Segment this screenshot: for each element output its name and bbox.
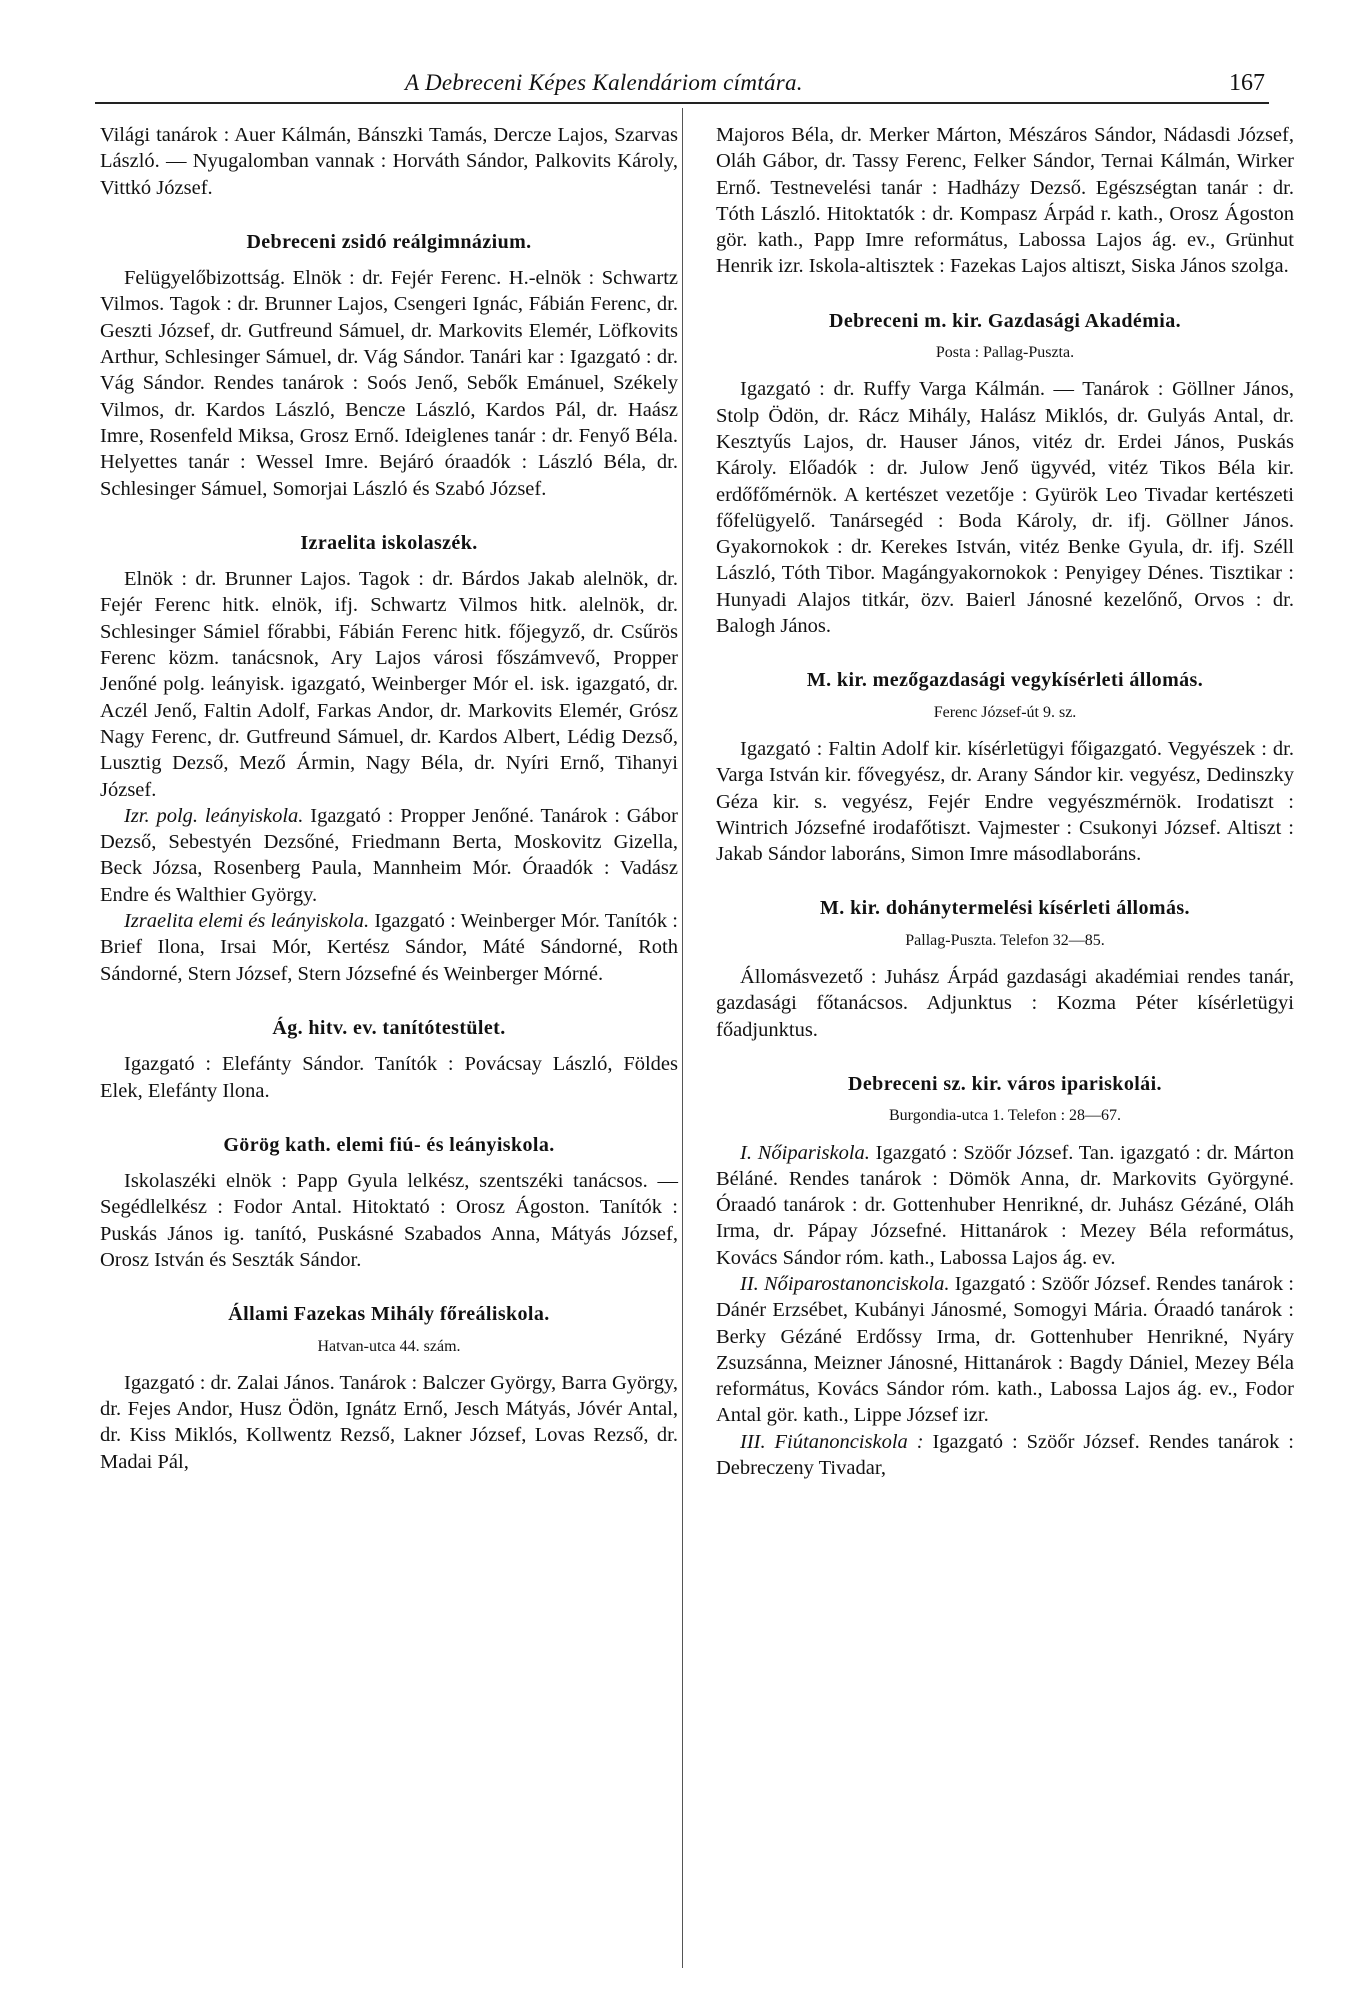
section-text-gorog-kath: Iskolaszéki elnök : Papp Gyula lelkész, szentszéki tanácsos. — Segédlelkész : Fodor Antal. Hitoktató : Orosz Ágoston. Tanítók : Puskás János ig. tanító, Puskásné Szabados Anna, Mátyás József, Orosz István és Seszták Sándor. — [100, 1170, 678, 1271]
section-text-zsido-realgimnazium: Felügyelőbizottság. Elnök : dr. Fejér Ferenc. H.-elnök : Schwartz Vilmos. Tagok : dr. Brunner Lajos, Csengeri Ignác, Fábián Ferenc, dr. Geszti József, dr. Gutfreund Sámuel, dr. Markovits Elemér, Löfkovits Arthur, Schlesinger Sámuel, dr. Vág Sándor. Tanári kar : Igazgató : dr. Vág Sándor. Rendes tanárok : Soós Jenő, Sebők Emánuel, Székely Vilmos, dr. Kardos László, Bencze László, Kardos Pál, dr. Haász Imre, Rosenfeld Miksa, Grosz Ernő. Ideiglenes tanár : dr. Fenyő Béla. Helyettes tanár : Wessel Imre. Bejáró óraadók : László Béla, dr. Schlesinger Sámuel, Somorjai László és Szabó József. — [100, 267, 678, 500]
section-text-gazdasagi-akademia: Igazgató : dr. Ruffy Varga Kálmán. — Tanárok : Göllner János, Stolp Ödön, dr. Rácz Mihály, Halász Miklós, dr. Gulyás Antal, dr. Kesztyűs Lajos, dr. Hauser János, vitéz dr. Erdei János, Puskás Károly. Előadók : dr. Julow Jenő ügyvéd, vitéz Tikos Béla kir. erdőfőmérnök. A kertészet vezetője : Gyürök Leo Tivadar kertészeti főfelügyelő. Tanársegéd : Boda Károly, dr. ifj. Göllner János. Gyakornokok : dr. Kerekes István, vitéz Benke Gyula, dr. ifj. Széll László, Tóth Tibor. Magángyakornokok : Penyigey Dénes. Tisztikar : Hunyadi Alajos titkár, özv. Baierl Jánosné kezelőnő, Orvos : dr. Balogh János. — [716, 378, 1294, 638]
text-polg-leanyiskola: Igazgató : Propper Jenőné. Tanárok : Gábor Dezső, Sebestyén Dezsőné, Friedmann Berta, Moskovitz Gizella, Beck Józsa, Rosenberg Paula, Mannheim Mór. Óraadók : Vadász Endre és Walthier György. — [100, 804, 678, 906]
section-address-ipariskolai: Burgondia-utca 1. Telefon : 28—67. — [888, 1107, 1122, 1125]
paragraph-polg-leanyiskola — [100, 803, 678, 908]
right-column — [716, 122, 1294, 1481]
paragraph-fiutanonciskola — [716, 1429, 1294, 1482]
section-title-dohanytermelesi-allomas: M. kir. dohánytermelési kísérleti állomás. — [820, 897, 1190, 920]
section-title-zsido-realgimnazium: Debreceni zsidó reálgimnázium. — [246, 230, 532, 253]
section-address-gazdasagi-akademia: Posta : Pallag-Puszta. — [935, 344, 1075, 362]
section-title-vegykiserleti-allomas: M. kir. mezőgazdasági vegykísérleti állomás. — [806, 669, 1204, 692]
section-title-ipariskolai: Debreceni sz. kir. város ipariskolái. — [848, 1072, 1162, 1095]
section-address-vegykiserleti-allomas: Ferenc József-út 9. sz. — [933, 703, 1077, 721]
column-divider — [682, 108, 683, 1968]
running-header — [95, 68, 1269, 104]
section-title-gazdasagi-akademia: Debreceni m. kir. Gazdasági Akadémia. — [828, 309, 1182, 332]
left-intro-paragraph: Világi tanárok : Auer Kálmán, Bánszki Tamás, Dercze Lajos, Szarvas László. — Nyugalomban vannak : Horváth Sándor, Palkovits Károly, Vittkó József. — [100, 124, 678, 199]
subheading-polg-leanyiskola: Izr. polg. leányiskola. — [124, 804, 304, 827]
paragraph-noiparostanonciskola — [716, 1271, 1294, 1429]
section-title-izraelita-iskolaszek: Izraelita iskolaszék. — [300, 531, 478, 554]
text-noipariskola: Igazgató : Szöőr József. Tan. igazgató : dr. Márton Béláné. Rendes tanárok : Dömök Anna, dr. Markovits Györgyné. Óraadó tanárok : dr. Gottenhuber Henrikné, dr. Juhász Gézáné, Oláh Irma, dr. Pápay Józsefné. Hittanárok : Mezey Béla református, Kovács Sándor róm. kath., Labossa Lajos ág. ev. — [716, 1141, 1294, 1269]
section-text-fazekas-mihaly: Igazgató : dr. Zalai János. Tanárok : Balczer György, Barra György, dr. Fejes Andor, Husz Ödön, Ignátz Ernő, Jesch Mátyás, Jóvér Antal, dr. Kiss Miklós, Kollwentz Rezső, Lakner József, Lovas Rezső, dr. Madai Pál, — [100, 1371, 678, 1473]
section-text-dohanytermelesi-allomas: Állomásvezető : Juhász Árpád gazdasági akadémiai rendes tanár, gazdasági főtanácsos. Adjunktus : Kozma Péter kísérletügyi főadjunktus. — [716, 966, 1294, 1041]
text-elemi-leanyiskola: Igazgató : Weinberger Mór. Tanítók : Brief Ilona, Irsai Mór, Kertész Sándor, Máté Sándorné, Roth Sándorné, Stern József, Stern Józsefné és Weinberger Mórné. — [100, 910, 678, 985]
section-address-fazekas-mihaly: Hatvan-utca 44. szám. — [317, 1337, 461, 1355]
subheading-elemi-leanyiskola: Izraelita elemi és leányiskola. — [124, 910, 370, 933]
paragraph-noipariskola — [716, 1140, 1294, 1271]
paragraph-elemi-leanyiskola — [100, 908, 678, 987]
header-title: A Debreceni Képes Kalendáriom címtára. — [405, 70, 803, 95]
section-title-fazekas-mihaly: Állami Fazekas Mihály főreáliskola. — [228, 1303, 550, 1326]
text-fiutanonciskola: Igazgató : Szöőr József. Rendes tanárok : Debreczeny Tivadar, — [716, 1430, 1294, 1480]
section-address-dohanytermelesi-allomas: Pallag-Puszta. Telefon 32—85. — [905, 931, 1105, 949]
right-intro-paragraph: Majoros Béla, dr. Merker Márton, Mészáros Sándor, Nádasdi József, Oláh Gábor, dr. Tassy Ferenc, Felker Sándor, Ternai Kálmán, Wirker Ernő. Testnevelési tanár : Hadházy Dezső. Egészségtan tanár : dr. Tóth László. Hitoktatók : dr. Kompasz Árpád r. kath., Orosz Ágoston gör. kath., Papp Imre református, Labossa Lajos ág. ev., Grünhut Henrik izr. Iskola-altisztek : Fazekas Lajos altiszt, Siska János szolga. — [716, 124, 1294, 278]
section-title-gorog-kath: Görög kath. elemi fiú- és leányiskola. — [223, 1133, 555, 1156]
subheading-noipariskola: I. Nőipariskola. — [740, 1141, 870, 1164]
page-number: 167 — [1229, 70, 1265, 96]
section-text-izraelita-iskolaszek: Elnök : dr. Brunner Lajos. Tagok : dr. Bárdos Jakab alelnök, dr. Fejér Ferenc hitk. elnök, ifj. Schwartz Vilmos hitk. alelnök, dr. Schlesinger Sámiel főrabbi, Fábián Ferenc hitk. főjegyző, dr. Csűrös Ferenc közm. tanácsnok, Ary Lajos városi főszámvevő, Propper Jenőné polg. leányisk. igazgató, Weinberger Mór el. isk. igazgató, dr. Aczél Jenő, Faltin Adolf, Farkas Andor, dr. Markovits Elemér, Grósz Nagy Ferenc, dr. Gutfreund Sámuel, dr. Kardos Albert, Lédig Dezső, Lusztig Dezső, Mező Ármin, Nagy Béla, dr. Nyíri Ernő, Tihanyi József. — [100, 568, 678, 801]
subheading-fiutanonciskola: III. Fiútanonciskola : — [740, 1430, 924, 1453]
section-text-vegykiserleti-allomas: Igazgató : Faltin Adolf kir. kísérletügyi főigazgató. Vegyészek : dr. Varga István kir. fővegyész, dr. Arany Sándor kir. vegyész, Dedinszky Géza kir. s. vegyész, Fejér Endre vegyészmérnök. Irodatiszt : Wintrich Józsefné irodafőtiszt. Vajmester : Csukonyi József. Altiszt : Jakab Sándor laboráns, Simon Imre másodlaboráns. — [716, 737, 1294, 866]
subheading-noiparostanonciskola: II. Nőiparostanonciskola. — [740, 1272, 950, 1295]
section-text-ag-hitv-ev: Igazgató : Elefánty Sándor. Tanítók : Povácsay László, Földes Elek, Elefánty Ilona. — [100, 1053, 678, 1102]
left-column — [100, 122, 678, 1475]
section-title-ag-hitv-ev: Ág. hitv. ev. tanítótestület. — [272, 1016, 506, 1039]
text-noiparostanonciskola: Igazgató : Szöőr József. Rendes tanárok : Dánér Erzsébet, Kubányi Jánosmé, Somogyi Mária. Óraadó tanárok : Berky Gézáné Erdőssy Irma, dr. Gottenhuber Henrikné, Nyáry Zsuzsánna, Meizner Jánosné, Hittanárok : Bagdy Dániel, Mezey Béla református, Kovács Sándor róm. kath., Labossa Lajos ág. ev., Fodor Antal gör. kath., Lippe József izr. — [716, 1272, 1295, 1427]
